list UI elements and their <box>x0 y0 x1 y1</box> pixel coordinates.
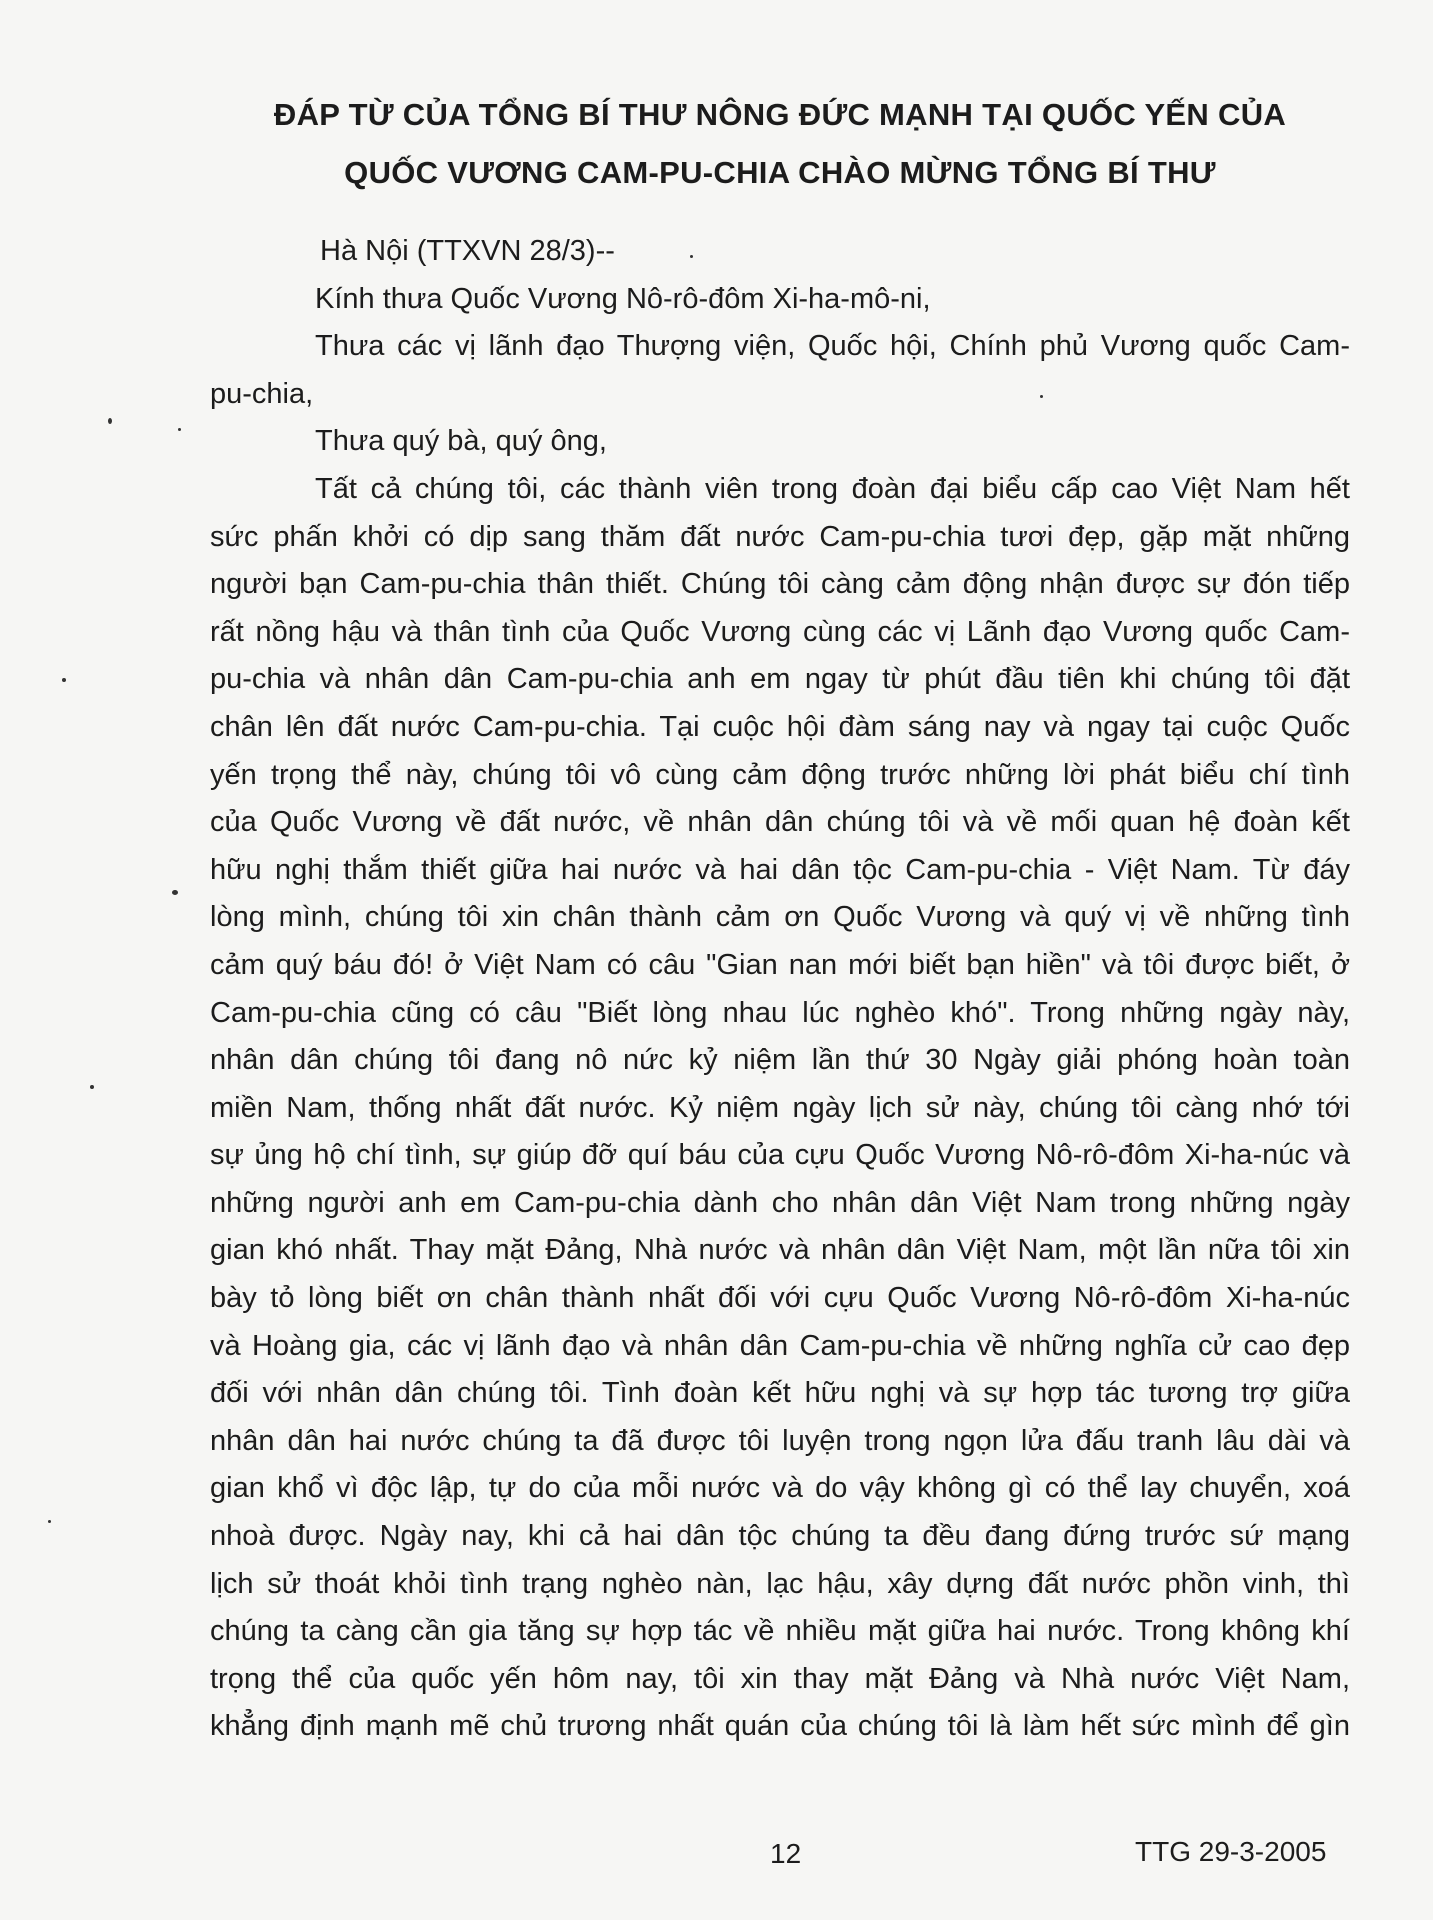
paragraph-line: những người anh em Cam-pu-chia dành cho nhân dân Việt Nam trong những ngày <box>210 1186 1350 1219</box>
paragraph-line: lòng mình, chúng tôi xin chân thành cảm ơn Quốc Vương và quý vị về những tình <box>210 901 1350 934</box>
paragraph-line: lịch sử thoát khỏi tình trạng nghèo nàn, lạc hậu, xây dựng đất nước phồn vinh, thì <box>210 1567 1350 1600</box>
paragraph-line: hữu nghị thắm thiết giữa hai nước và hai dân tộc Cam-pu-chia - Việt Nam. Từ đáy <box>210 853 1350 886</box>
paragraph-line: và Hoàng gia, các vị lãnh đạo và nhân dân Cam-pu-chia về những nghĩa cử cao đẹp <box>210 1329 1350 1362</box>
title-line-2: QUỐC VƯƠNG CAM-PU-CHIA CHÀO MỪNG TỔNG BÍ THƯ <box>344 155 1216 190</box>
paragraph-line: Cam-pu-chia cũng có câu "Biết lòng nhau lúc nghèo khó". Trong những ngày này, <box>210 996 1350 1029</box>
salutation-line: Thưa các vị lãnh đạo Thượng viện, Quốc hội, Chính phủ Vương quốc Cam- <box>315 330 1350 363</box>
paragraph-line: gian khổ vì độc lập, tự do của mỗi nước và do vậy không gì có thể lay chuyển, xoá <box>210 1472 1350 1505</box>
paragraph-line: rất nồng hậu và thân tình của Quốc Vương cùng các vị Lãnh đạo Vương quốc Cam- <box>210 615 1350 648</box>
paragraph-line: bày tỏ lòng biết ơn chân thành nhất đối với cựu Quốc Vương Nô-rô-đôm Xi-ha-núc <box>210 1282 1350 1315</box>
salutation-line: pu-chia, <box>210 377 314 410</box>
paragraph-line: nhân dân chúng tôi đang nô nức kỷ niệm lần thứ 30 Ngày giải phóng hoàn toàn <box>210 1044 1350 1077</box>
scan-speck <box>62 678 66 682</box>
paragraph-line: pu-chia và nhân dân Cam-pu-chia anh em ngay từ phút đầu tiên khi chúng tôi đặt <box>210 663 1350 696</box>
page-number: 12 <box>770 1838 802 1869</box>
paragraph-line: trọng thể của quốc yến hôm nay, tôi xin thay mặt Đảng và Nhà nước Việt Nam, <box>210 1662 1350 1695</box>
paragraph-line: khẳng định mạnh mẽ chủ trương nhất quán của chúng tôi là làm hết sức mình để gìn <box>210 1710 1350 1743</box>
paragraph-line: đối với nhân dân chúng tôi. Tình đoàn kết hữu nghị và sự hợp tác tương trợ giữa <box>210 1377 1350 1410</box>
scan-speck <box>90 1085 94 1089</box>
paragraph-line: sự ủng hộ chí tình, sự giúp đỡ quí báu của cựu Quốc Vương Nô-rô-đôm Xi-ha-núc và <box>210 1139 1350 1172</box>
scan-speck <box>690 255 693 258</box>
document-title <box>190 86 1370 202</box>
scan-speck <box>108 418 112 424</box>
paragraph-line: sức phấn khởi có dịp sang thăm đất nước Cam-pu-chia tươi đẹp, gặp mặt những <box>210 520 1350 553</box>
paragraph-line: Tất cả chúng tôi, các thành viên trong đoàn đại biểu cấp cao Việt Nam hết <box>315 472 1350 505</box>
paragraph-line: chúng ta càng cần gia tăng sự hợp tác về nhiều mặt giữa hai nước. Trong không khí <box>210 1615 1350 1648</box>
dateline: Hà Nội (TTXVN 28/3)-- <box>320 235 615 267</box>
scan-speck <box>172 890 178 895</box>
scan-speck <box>178 428 181 431</box>
paragraph-line: miền Nam, thống nhất đất nước. Kỷ niệm ngày lịch sử này, chúng tôi càng nhớ tới <box>210 1091 1350 1124</box>
paragraph-line: gian khó nhất. Thay mặt Đảng, Nhà nước và nhân dân Việt Nam, một lần nữa tôi xin <box>210 1234 1350 1267</box>
paragraph-line: yến trọng thể này, chúng tôi vô cùng cảm động trước những lời phát biểu chí tình <box>210 758 1350 791</box>
paragraph-line: nhân dân hai nước chúng ta đã được tôi luyện trong ngọn lửa đấu tranh lâu dài và <box>210 1424 1350 1457</box>
paragraph-line: của Quốc Vương về đất nước, về nhân dân chúng tôi và về mối quan hệ đoàn kết <box>210 806 1350 839</box>
salutation-line: Thưa quý bà, quý ông, <box>315 425 607 458</box>
document-body <box>210 228 1350 1751</box>
paragraph-line: chân lên đất nước Cam-pu-chia. Tại cuộc hội đàm sáng nay và ngay tại cuộc Quốc <box>210 710 1350 743</box>
title-line-1: ĐÁP TỪ CỦA TỔNG BÍ THƯ NÔNG ĐỨC MẠNH TẠI QUỐC YẾN CỦA <box>273 97 1287 132</box>
scan-speck <box>1040 395 1043 398</box>
paragraph-line: người bạn Cam-pu-chia thân thiết. Chúng tôi càng cảm động nhận được sự đón tiếp <box>210 568 1350 601</box>
paragraph-line: nhoà được. Ngày nay, khi cả hai dân tộc chúng ta đều đang đứng trước sứ mạng <box>210 1520 1350 1553</box>
footer-stamp: TTG 29-3-2005 <box>1135 1836 1327 1867</box>
paragraph-line: cảm quý báu đó! ở Việt Nam có câu "Gian nan mới biết bạn hiền" và tôi được biết, ở <box>210 948 1350 981</box>
salutation-line: Kính thưa Quốc Vương Nô-rô-đôm Xi-ha-mô-ni, <box>315 282 931 315</box>
scan-speck <box>48 1520 51 1523</box>
